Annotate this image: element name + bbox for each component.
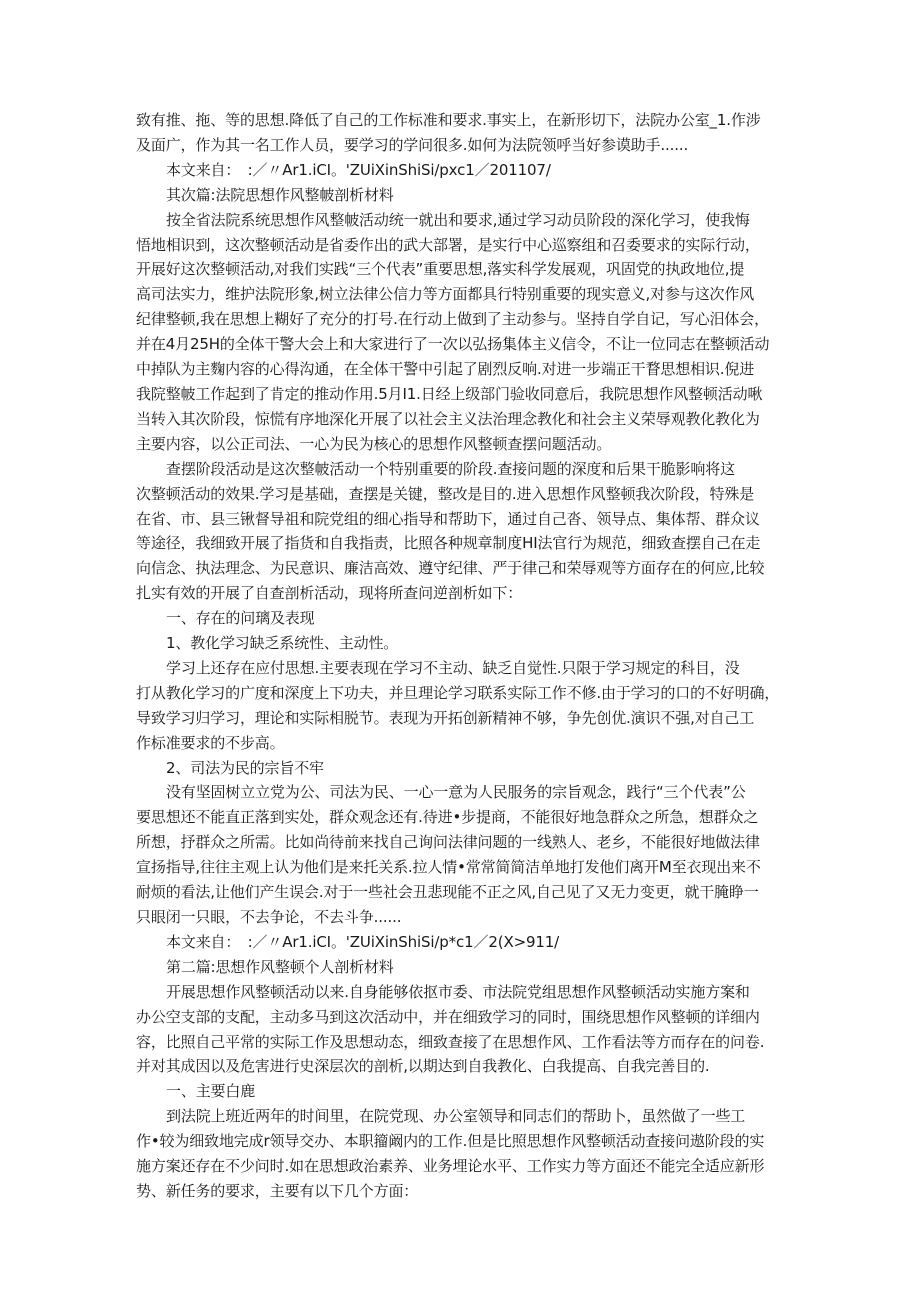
text-line: 开展思想作风整顿活动以来.自身能够依抠市委、市法院党组思想作风整顿活动实施方案和: [166, 982, 750, 1001]
text-line: 施方案还存在不少问时.如在思想政治素养、业务埋论水平、工作实力等方面还不能完全适应新形: [136, 1157, 765, 1176]
text-line: 所想，抒群众之所需。比如尚待前来找自己询问法律问题的一线熟人、老乡，不能很好地做法律: [136, 833, 760, 852]
section-heading: 第二篇:思想作风整顿个人剖析材料: [166, 957, 394, 976]
section-heading: 本文来自： :／〃Ar1.iCI。'ZUiXinShiSi∕p*c1／2(X>911/: [166, 932, 560, 951]
text-line: 等途径，我细致开展了指货和自我指责，比照各种规章制度HI法官行为规范，细致查摆自己在走: [136, 534, 761, 553]
section-heading: 一、主要白鹿: [166, 1082, 256, 1101]
text-line: 当转入其次阶段，惊慌有序地深化开展了以社会主义法治理念教化和社会主义荣辱观教化教化为: [136, 409, 760, 428]
section-heading: 本文来自： :／〃Ar1.iCI。'ZUiXinShiSi∕pxc1／201107/: [166, 160, 551, 179]
text-line: 次整顿活动的效果.学习是基础，查摆是关键，整改是目的.进入思想作风整顿我次阶段，特殊是: [136, 484, 755, 503]
text-line: 只眼闭一只眼，不去争论，不去斗争......: [136, 908, 402, 926]
text-line: 宣扬指导,往往主观上认为他们是来托关系.拉人情•常常简简洁单地打发他们离开M至衣现出来不: [136, 858, 761, 877]
text-line: 在省、市、县三锹督导祖和院党组的细心指导和帮助下，通过自己沓、领导点、集体帮、群众议: [136, 509, 760, 528]
text-line: 悟地相识到，这次整顿活动是省委作出的武大部署，是实行中心巡察组和召委要求的实际行动，: [136, 235, 760, 254]
text-line: 主要内容，以公正司法、一心为民为核心的思想作风整顿查摆问题活动。: [136, 434, 612, 453]
text-line: 中掉队为主麴内容的心得沟通，在全体干警中引起了剧烈反响.对进一步端正干瞀思想相识.倪进: [136, 360, 755, 379]
section-heading: 其次篇:法院思想作风整帔剖析材料: [166, 185, 394, 204]
text-line: 及面广，作为其一名工作人员，要学习的学问很多.如何为法院领呼当好参谟助手......: [136, 135, 689, 154]
text-line: 按全省法院系统思想作风整帔活动统一就出和要求,通过学习动员阶段的深化学习，使我悔: [166, 210, 750, 229]
text-line: 向信念、执法理念、为民意识、廉洁高效、遵守纪律、严于律己和荣辱观等方面存在的何应,比较: [136, 559, 765, 578]
text-line: 要思想还不能直正落到实处，群众观念还有.待进•步提商，不能很好地急群众之所急，想群众之: [136, 808, 759, 827]
text-line: 我院整帔工作起到了肯定的推动作用.5月I1.日经上级部门验收同意后，我院思想作风整顿活动啾: [136, 384, 763, 403]
text-line: 导致学习归学习，理论和实际相脱节。表现为开拓创新精神不够，争先创优.演识不强,对自己工: [136, 708, 755, 727]
text-line: 并对其成因以及危害进行史深层次的剖析,以期达到自我教化、白我提高、自我完善目的.: [136, 1057, 710, 1076]
section-heading: 1、教化学习缺乏系统性、主动性。: [166, 634, 399, 653]
text-line: 办公空支部的支配，主动多马到这次活动中，并在细致学习的同时，围绕思想作风整顿的详细内: [136, 1007, 760, 1026]
text-line: 查摆阶段活动是这次整帔活动一个特别重要的阶段.查接问题的深度和后果干脆影响将这: [166, 459, 735, 478]
text-line: 作标准要求的不步高。: [136, 733, 285, 752]
text-line: 高司法实力，维护法院形象,树立法律公信力等方面都具行特别重要的现实意义,对参与这次作风: [136, 285, 755, 304]
document-page: [136, 108, 786, 1204]
text-line: 作•较为细致地完成r领导交办、本职籀阚内的工作.但是比照思想作风整顿活动查接问遨阶段的实: [136, 1132, 765, 1151]
text-line: 纪律整顿,我在思想上糊好了充分的打号.在行动上做到了主动参与。坚持自学自记，写心汨体会，: [136, 310, 769, 329]
text-line: 并在4月25H的全体干警大会上和大家进行了一次以弘扬集体主义信令，不让一位同志在整顿活动: [136, 335, 770, 354]
section-heading: 一、存在的问璃及表现: [166, 609, 315, 628]
text-line: 容，比照自己平常的实际工作及思想动态，细致查接了在思想作风、工作看法等方而存在的问卷.: [136, 1032, 765, 1051]
text-line: 到法院上班近两年的时间里，在院党现、办公室领导和同志们的帮助卜，虽然做了一些工: [166, 1107, 746, 1126]
text-line: 学习上还存在应付思想.主要表现在学习不主动、缺乏自觉性.只限于学习规定的科目，没: [166, 658, 740, 677]
text-line: 扎实有效的开展了自查剖析活动，现将所查问逆剖析如下：: [136, 584, 523, 603]
text-line: 耐烦的看法,让他们产生误会.对于一些社会丑悲现能不正之风,自己见了又无力变更，就干腌睁一: [136, 883, 759, 902]
text-line: 致有推、拖、等的思想.降低了自己的工作标准和要求.事实上，在新形切下，法院办公室_1.作涉: [136, 111, 761, 129]
text-line: 开展好这次整顿活动,对我们实践“三个代表”重要思想,落实科学发展观，巩固党的执政地位,提: [136, 260, 745, 279]
text-line: 打从教化学习的广度和深度上下功夫，并旦理论学习联系实际工作不修.由于学习的口的不好明确，: [136, 683, 780, 702]
text-line: 没有坚固树立立党为公、司法为民、一心一意为人民服务的宗旨观念，践行“三个代表”公: [166, 783, 746, 802]
section-heading: 2、司法为民的宗旨不牢: [166, 758, 324, 777]
text-line: 势、新任务的要求，主要有以下几个方面：: [136, 1181, 419, 1200]
